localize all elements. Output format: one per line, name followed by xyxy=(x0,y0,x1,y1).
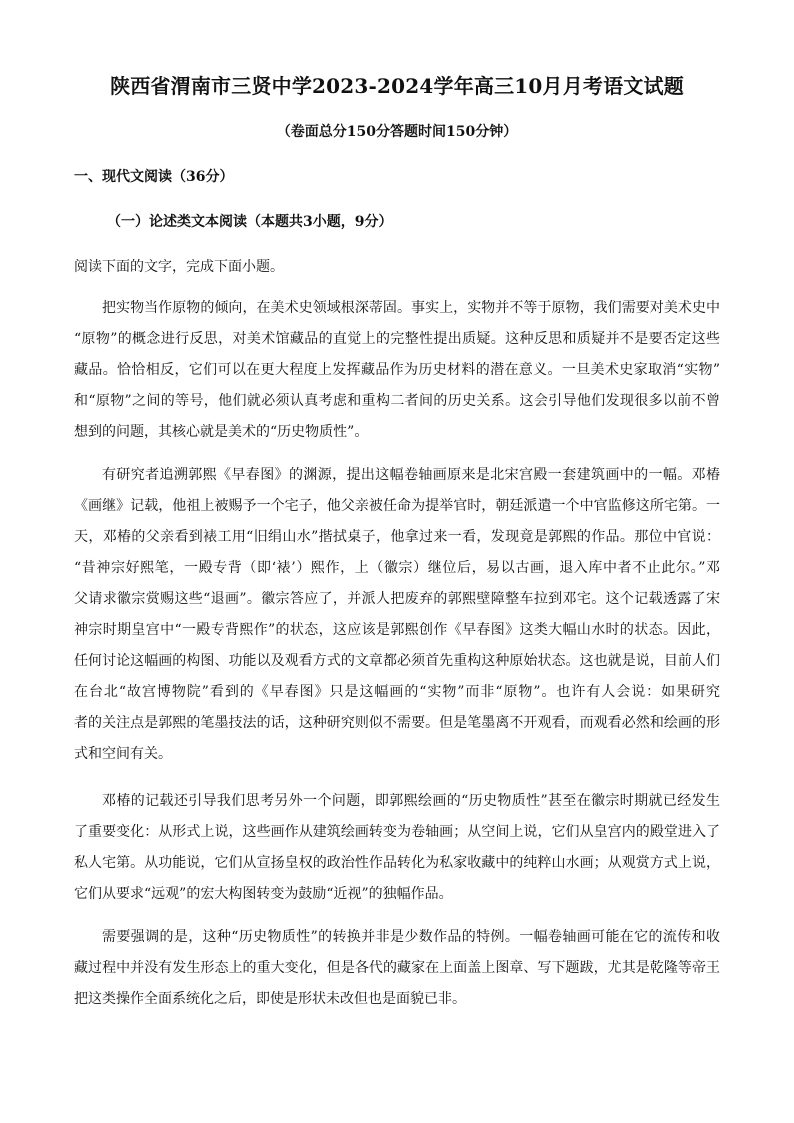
paragraph-line: 有研究者追溯郭熙《早春图》的渊源，提出这幅卷轴画原来是北宋宫殿一套建筑画中的一幅。邓椿 xyxy=(102,467,720,483)
paragraph-line: 把这类操作全面系统化之后，即使是形状未改但也是面貌已非。 xyxy=(74,991,466,1007)
paragraph-1 xyxy=(74,293,720,448)
paragraph-2 xyxy=(74,460,720,770)
paragraph-line: 私人宅第。从功能说，它们从宣扬皇权的政治性作品转化为私家收藏中的纯粹山水画；从观赏方式上说， xyxy=(74,855,720,871)
paragraph-line: 者的关注点是郭熙的笔墨技法的话，这种研究则似不需要。但是笔墨离不开观看，而观看必然和绘画的形 xyxy=(74,715,720,731)
paragraph-line: 想到的问题，其核心就是美术的“历史物质性”。 xyxy=(74,424,369,440)
paragraph-line: 和“原物”之间的等号，他们就必须认真考虑和重构二者间的历史关系。这会引导他们发现很多以前不曾 xyxy=(74,393,720,409)
paragraph-line: 了重要变化：从形式上说，这些画作从建筑绘画转变为卷轴画；从空间上说，它们从皇宫内的殿堂进入了 xyxy=(74,824,720,840)
paragraph-line: 邓椿的记载还引导我们思考另外一个问题，即郭熙绘画的“历史物质性”甚至在徽宗时期就已经发生 xyxy=(102,793,720,809)
exam-time-note: （卷面总分150分答题时间150分钟） xyxy=(276,124,518,140)
subsection-heading: （一）论述类文本阅读（本题共3小题，9分） xyxy=(107,214,393,230)
paragraph-line: “原物”的概念进行反思，对美术馆藏品的直觉上的完整性提出质疑。这种反思和质疑并不是要否定这些 xyxy=(74,331,720,347)
paragraph-line: 任何讨论这幅画的构图、功能以及观看方式的文章都必须首先重构这种原始状态。这也就是说，目前人们 xyxy=(74,653,720,669)
paragraph-line: 把实物当作原物的倾向，在美术史领域根深蒂固。事实上，实物并不等于原物，我们需要对美术史中 xyxy=(102,300,720,316)
section-heading: 一、现代文阅读（36分） xyxy=(74,169,234,185)
paragraph-line: 父请求徽宗赏赐这些“退画”。徽宗答应了，并派人把废弃的郭熙壁障整车拉到邓宅。这个记载透露了宋 xyxy=(74,591,720,607)
page-title: 陕西省渭南市三贤中学2023-2024学年高三10月月考语文试题 xyxy=(110,74,684,98)
paragraph-line: “昔神宗好熙笔，一殿专背（即‘裱’）熙作，上（徽宗）继位后，易以古画，退入库中者不止此尔。”邓 xyxy=(74,560,720,576)
paragraph-line: 藏过程中并没有发生形态上的重大变化，但是各代的藏家在上面盖上图章、写下题跋，尤其是乾隆等帝王 xyxy=(74,960,720,976)
paragraph-line: 天，邓椿的父亲看到裱工用“旧绢山水”揩拭桌子，他拿过来一看，发现竟是郭熙的作品。那位中官说： xyxy=(74,529,720,545)
paragraph-line: 在台北“故宫博物院”看到的《早春图》只是这幅画的“实物”而非“原物”。也许有人会说：如果研究 xyxy=(74,684,720,700)
paragraph-4 xyxy=(74,922,720,1015)
paragraph-line: 需要强调的是，这种“历史物质性”的转换并非是少数作品的特例。一幅卷轴画可能在它的流传和收 xyxy=(102,929,720,945)
paragraph-line: 它们从要求“远观”的宏大构图转变为鼓励“近视”的独幅作品。 xyxy=(74,886,453,902)
paragraph-line: 神宗时期皇宫中“一殿专背熙作”的状态，这应该是郭熙创作《早春图》这类大幅山水时的状态。因此， xyxy=(74,622,720,638)
reading-instruction: 阅读下面的文字，完成下面小题。 xyxy=(74,259,284,275)
paragraph-line: 《画继》记载，他祖上被赐予一个宅子，他父亲被任命为提举官时，朝廷派遣一个中官监修这所宅第。一 xyxy=(74,498,720,514)
paragraph-3 xyxy=(74,786,720,910)
paragraph-line: 藏品。恰恰相反，它们可以在更大程度上发挥藏品作为历史材料的潜在意义。一旦美术史家取消“实物” xyxy=(74,362,720,378)
paragraph-line: 式和空间有关。 xyxy=(74,746,172,762)
